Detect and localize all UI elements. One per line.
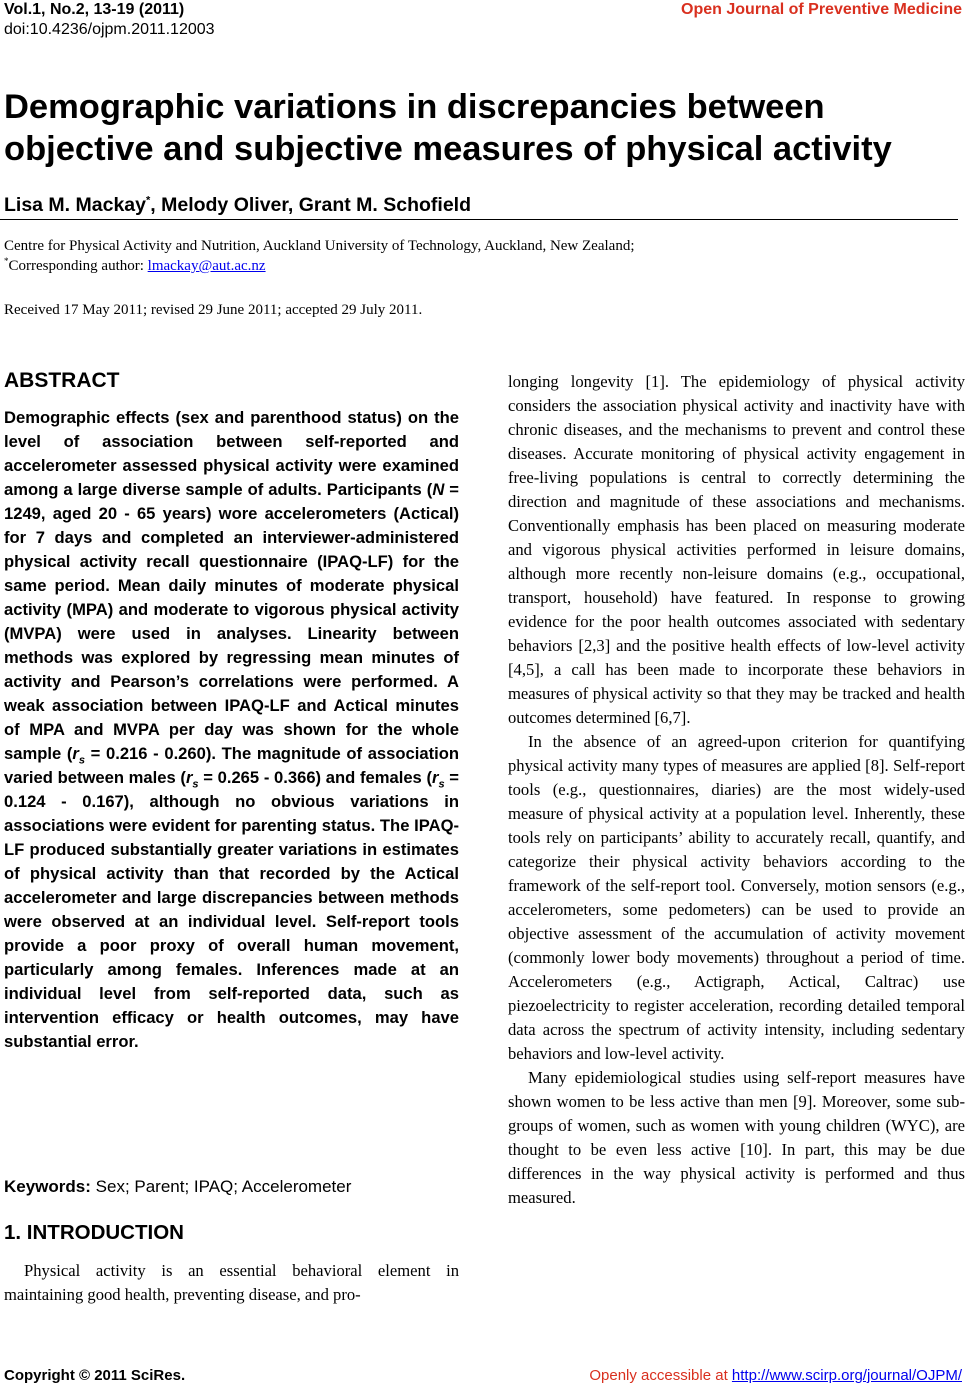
author-first: Lisa M. Mackay	[4, 194, 146, 216]
corresponding-label: Corresponding author:	[8, 258, 148, 274]
access-note	[589, 1366, 962, 1386]
author-mark: *	[145, 194, 151, 207]
right-column	[508, 370, 965, 1210]
title-divider	[0, 219, 958, 220]
keywords-label: Keywords:	[4, 1177, 91, 1196]
abstract-subscript: s	[192, 778, 199, 791]
abstract-subscript: s	[438, 778, 445, 791]
abstract-text	[4, 406, 459, 1054]
access-label: Openly accessible at	[589, 1367, 732, 1384]
intro-paragraph: longing longevity [1]. The epidemiology of physical activity considers the association physical activity and inactivity have with chronic diseases, and the mechanisms to prevent and control these diseases. Accurate monitoring of physical activity engagement in free-living populations is central to correctly determining the direction and magnitude of these associations and mechanisms. Conventionally emphasis has been placed on measuring moderate and vigorous physical activities performed in leisure domains, although more recently non-leisure domains (e.g., occupational, transport, household) have featured. In response to growing evidence for the poor health outcomes associated with sedentary behaviors [2,3] and the positive health effects of low-level activity [4,5], a call has been made to incorporate these behaviors in measures of physical activity so that they may be tracked and health outcomes determined [6,7].	[508, 372, 965, 727]
affiliation: Centre for Physical Activity and Nutrition, Auckland University of Technology, Auckland, New Zealand;	[4, 238, 635, 254]
intro-paragraph: Many epidemiological studies using self-report measures have shown women to be less active than men [9]. Moreover, some sub-groups of women, such as women with young children (WYC), are thought to be even less active [10]. In part, this may be due differences in the way physical activity is performed and thus measured.	[508, 1068, 965, 1207]
affiliation-block	[4, 236, 634, 276]
abstract-symbol: r	[185, 768, 193, 787]
abstract-symbol: r	[72, 744, 79, 763]
abstract-part: = 0.216 - 0.260). The magnitude of association varied between males (	[4, 744, 459, 787]
keywords	[4, 1175, 351, 1199]
paper-title: Demographic variations in discrepancies between objective and subjective measures of physical activity	[4, 88, 892, 168]
journal-url-link[interactable]: http://www.scirp.org/journal/OJPM/	[731, 1367, 962, 1384]
running-header	[4, 0, 215, 40]
corresponding-email-link[interactable]: lmackay@aut.ac.nz	[147, 258, 266, 274]
abstract-symbol: r	[432, 768, 439, 787]
doi: doi:10.4236/ojpm.2011.12003	[4, 21, 215, 38]
corresponding-author	[4, 256, 634, 276]
intro-paragraph-start: Physical activity is an essential behavioral element in maintaining good health, preventing disease, and pro-	[4, 1261, 459, 1304]
abstract-symbol: N	[432, 480, 445, 499]
abstract-heading: ABSTRACT	[4, 369, 120, 392]
section-heading-introduction: 1. INTRODUCTION	[4, 1221, 184, 1244]
abstract-subscript: s	[78, 754, 85, 767]
intro-paragraph: In the absence of an agreed-upon criterion for quantifying physical activity many types of measures are applied [8]. Self-report tools (e.g., questionnaires, diaries) are the most widely-used measure of physical activity at a population level. Inherently, these tools rely on participants’ ability to accurately recall, quantify, and categorize their physical activity behaviors according to the framework of the self-report tool. Conversely, motion sensors (e.g., accelerometers, some pedometers) can be used to provide an objective assessment of the accumulation of activity movement (commonly lower body movements) throughout a period of time. Accelerometers (e.g., Actigraph, Actical, Caltrac) use piezoelectricity to register acceleration, recording detailed temporal data across the spectrum of activity intensity, including sedentary behaviors and low-level activity.	[508, 732, 965, 1063]
abstract-part: Demographic effects (sex and parenthood status) on the level of association between self-reported and accelerometer assessed physical activity were examined among a large diverse sample of adults. Participants (	[4, 408, 459, 499]
abstract-part: = 1249, aged 20 - 65 years) wore accelerometers (Actical) for 7 days and completed an interviewer-administered physical activity recall questionnaire (IPAQ-LF) for the same period. Mean daily minutes of moderate physical activity (MPA) and moderate to vigorous physical activity (MVPA) were used in analyses. Linearity between methods was explored by regressing mean minutes of activity and Pearson’s correlations were performed. A weak association between IPAQ-LF and Actical minutes of MPA and MVPA per day was shown for the whole sample (	[4, 480, 459, 763]
corresponding-mark: *	[4, 256, 9, 266]
keywords-list: Sex; Parent; IPAQ; Accelerometer	[90, 1177, 352, 1196]
received-dates: Received 17 May 2011; revised 29 June 2011; accepted 29 July 2011.	[4, 302, 423, 318]
author-list	[4, 192, 471, 218]
abstract-part: = 0.124 - 0.167), although no obvious variations in associations were evident for parenting status. The IPAQ-LF produced substantially greater variations in estimates of physical activity than that recorded by the Actical accelerometer and large discrepancies between methods were observed at an individual level. Self-report tools provide a poor proxy of overall human movement, particularly among females. Inferences made at an individual level from self-reported data, such as intervention efficacy or health outcomes, may have substantial error.	[4, 768, 459, 1051]
abstract-part: = 0.265 - 0.366) and females (	[198, 768, 432, 787]
author-rest: , Melody Oliver, Grant M. Schofield	[150, 194, 471, 216]
volume-info: Vol.1, No.2, 13-19 (2011)	[4, 1, 185, 18]
journal-name: Open Journal of Preventive Medicine	[681, 1, 962, 18]
copyright: Copyright © 2011 SciRes.	[4, 1367, 186, 1384]
